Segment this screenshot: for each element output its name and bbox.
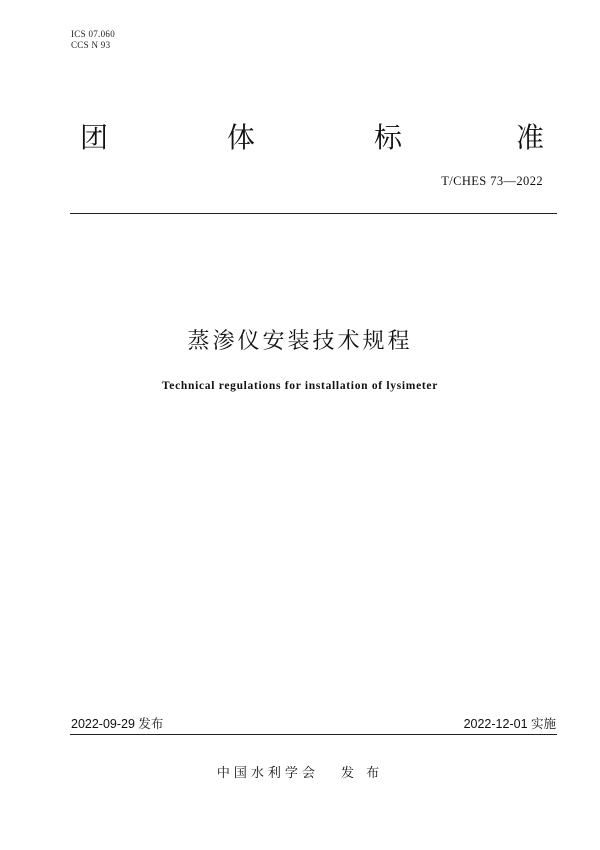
top-divider: [70, 213, 557, 214]
classification-codes: [71, 29, 115, 51]
issuer-action: 发 布: [340, 766, 384, 781]
english-title: Technical regulations for installation of lysimeter: [161, 380, 439, 392]
chinese-title: 蒸渗仪安装技术规程: [187, 329, 413, 354]
implement-date: 2022-12-01 实施: [463, 717, 556, 731]
publish-date: 2022-09-29 发布: [71, 717, 164, 731]
heading-char-3: 标: [374, 121, 403, 154]
standard-number: T/CHES 73—2022: [441, 174, 543, 188]
ics-code: ICS 07.060: [71, 29, 116, 39]
issuing-organization: 中国水利学会: [216, 766, 319, 781]
heading-char-2: 体: [227, 121, 256, 154]
document-type-heading: [0, 114, 600, 162]
issuer-line: [0, 762, 600, 781]
bottom-divider: [70, 734, 557, 735]
heading-char-1: 团: [80, 121, 109, 154]
ccs-code: CCS N 93: [71, 40, 111, 50]
heading-char-4: 准: [516, 121, 545, 154]
